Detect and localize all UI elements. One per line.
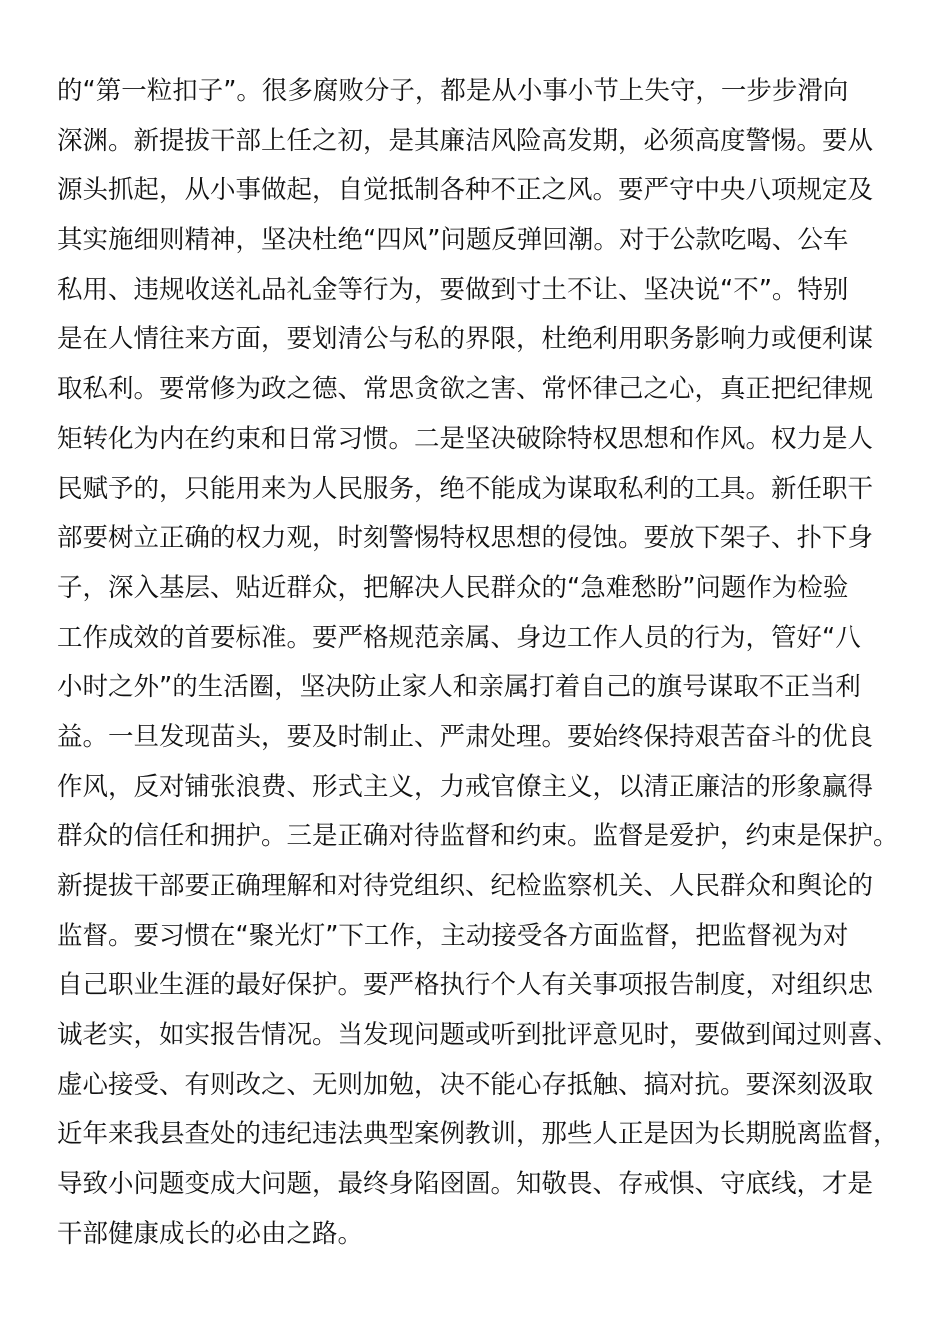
text-line: 自己职业生涯的最好保护。要严格执行个人有关事项报告制度，对组织忠	[57, 970, 874, 1001]
text-line: 近年来我县查处的违纪违法典型案例教训，那些人正是因为长期脱离监督，	[57, 1119, 899, 1150]
text-line: 取私利。要常修为政之德、常思贪欲之害、常怀律己之心，真正把纪律规	[57, 374, 874, 405]
text-line: 监督。要习惯在“聚光灯”下工作，主动接受各方面监督，把监督视为对	[57, 920, 849, 951]
text-line: 是在人情往来方面，要划清公与私的界限，杜绝利用职务影响力或便利谋	[57, 324, 874, 355]
text-line: 小时之外”的生活圈，坚决防止家人和亲属打着自己的旗号谋取不正当利	[57, 672, 861, 703]
text-line: 干部健康成长的必由之路。	[57, 1218, 364, 1249]
text-line: 的“第一粒扣子”。很多腐败分子，都是从小事小节上失守，一步步滑向	[57, 76, 849, 106]
text-line: 作风，反对铺张浪费、形式主义，力戒官僚主义，以清正廉洁的形象赢得	[57, 771, 874, 802]
text-line: 私用、违规收送礼品礼金等行为，要做到寸土不让、坚决说“不”。特别	[57, 274, 849, 305]
text-line: 诚老实，如实报告情况。当发现问题或听到批评意见时，要做到闻过则喜、	[57, 1020, 899, 1051]
text-line: 民赋予的，只能用来为人民服务，绝不能成为谋取私利的工具。新任职干	[57, 473, 874, 504]
text-line: 益。一旦发现苗头，要及时制止、严肃处理。要始终保持艰苦奋斗的优良	[57, 721, 874, 752]
text-line: 子，深入基层、贴近群众，把解决人民群众的“急难愁盼”问题作为检验	[57, 572, 849, 603]
text-line: 部要树立正确的权力观，时刻警惕特权思想的侵蚀。要放下架子、扑下身	[57, 523, 874, 554]
text-line: 群众的信任和拥护。三是正确对待监督和约束。监督是爱护，约束是保护。	[57, 821, 899, 852]
text-line: 源头抓起，从小事做起，自觉抵制各种不正之风。要严守中央八项规定及	[57, 175, 874, 206]
text-line: 工作成效的首要标准。要严格规范亲属、身边工作人员的行为，管好“八	[57, 622, 861, 653]
text-line: 深渊。新提拔干部上任之初，是其廉洁风险高发期，必须高度警惕。要从	[57, 125, 874, 156]
text-line: 导致小问题变成大问题，最终身陷囹圄。知敬畏、存戒惧、守底线，才是	[57, 1169, 874, 1200]
text-line: 其实施细则精神，坚决杜绝“四风”问题反弹回潮。对于公款吃喝、公车	[57, 225, 849, 256]
text-line: 矩转化为内在约束和日常习惯。二是坚决破除特权思想和作风。权力是人	[57, 423, 874, 454]
text-line: 新提拔干部要正确理解和对待党组织、纪检监察机关、人民群众和舆论的	[57, 871, 874, 901]
text-line: 虚心接受、有则改之、无则加勉，决不能心存抵触、搞对抗。要深刻汲取	[57, 1069, 874, 1100]
body-paragraph	[57, 67, 897, 1260]
